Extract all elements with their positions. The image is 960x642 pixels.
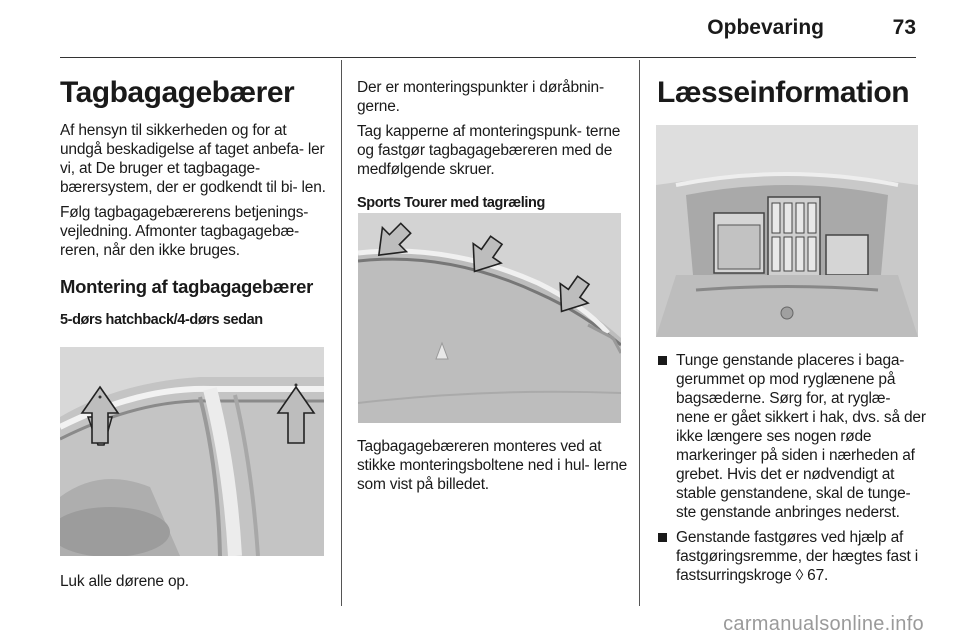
column-2 <box>357 60 627 211</box>
paragraph-roof-rack-intro: Af hensyn til sikkerheden og for at undgå beskadigelse af taget anbefa- ler vi, at De bruger et tagbagage- bærersystem, der er godkendt til bi- len. <box>60 122 326 196</box>
figure-sports-tourer-roof-rail <box>358 213 621 423</box>
figure-hatchback-roof-mount <box>60 347 324 556</box>
section-heading-roof-rack: Tagbagagebærer <box>60 76 295 109</box>
list-item <box>658 351 926 522</box>
list-item-text: Genstande fastgøres ved hjælp af fastgøringsremme, der hægtes fast i fastsurringskroge ◊ 67. <box>676 529 918 584</box>
paragraph-mounting-points: Der er monteringspunkter i døråbnin- gerne. <box>357 79 604 115</box>
variant-label-hatchback-sedan: 5-dørs hatchback/4-dørs sedan <box>60 312 263 328</box>
paragraph-insert-bolts: Tagbagagebæreren monteres ved at stikke monteringsboltene ned i hul- lerne som vist på billedet. <box>357 438 628 493</box>
subheading-mounting: Montering af tagbagagebærer <box>60 276 313 297</box>
watermark-text: carmanualsonline.info <box>723 613 924 635</box>
header-section-title: Opbevaring <box>707 16 824 39</box>
list-item <box>658 528 926 585</box>
header-rule <box>60 57 916 58</box>
bullet-square-icon <box>658 356 667 365</box>
page-number: 73 <box>892 16 916 39</box>
column-divider-2 <box>639 60 640 606</box>
column-1 <box>60 60 332 328</box>
column-3 <box>657 60 925 108</box>
footer-area <box>0 608 960 642</box>
column-divider-1 <box>341 60 342 606</box>
paragraph-open-doors: Luk alle dørene op. <box>60 573 189 590</box>
list-item-text: Tunge genstande placeres i baga- gerummet op mod ryglænene på bagsæderne. Sørg for, at ryglæ- nene er gået sikkert i hak, dvs. så der ikke længere ses nogen røde markeringer på siden i nærheden af grebet. Hvis det er nødvendigt at stable genstandene, skal de tunge- ste genstande anbringes nederst. <box>676 352 926 521</box>
loading-info-list <box>658 351 926 591</box>
figure-cargo-area <box>656 125 918 337</box>
bullet-square-icon <box>658 533 667 542</box>
paragraph-roof-rack-instructions: Følg tagbagagebærerens betjenings- vejledning. Afmonter tagbagagebæ- reren, når den ikke bruges. <box>60 204 309 259</box>
section-heading-loading-info: Læsseinformation <box>657 76 910 109</box>
paragraph-remove-caps: Tag kapperne af monteringspunk- terne og fastgør tagbagagebæreren med de medfølgende skruer. <box>357 123 621 178</box>
variant-label-sports-tourer: Sports Tourer med tagræling <box>357 195 545 211</box>
